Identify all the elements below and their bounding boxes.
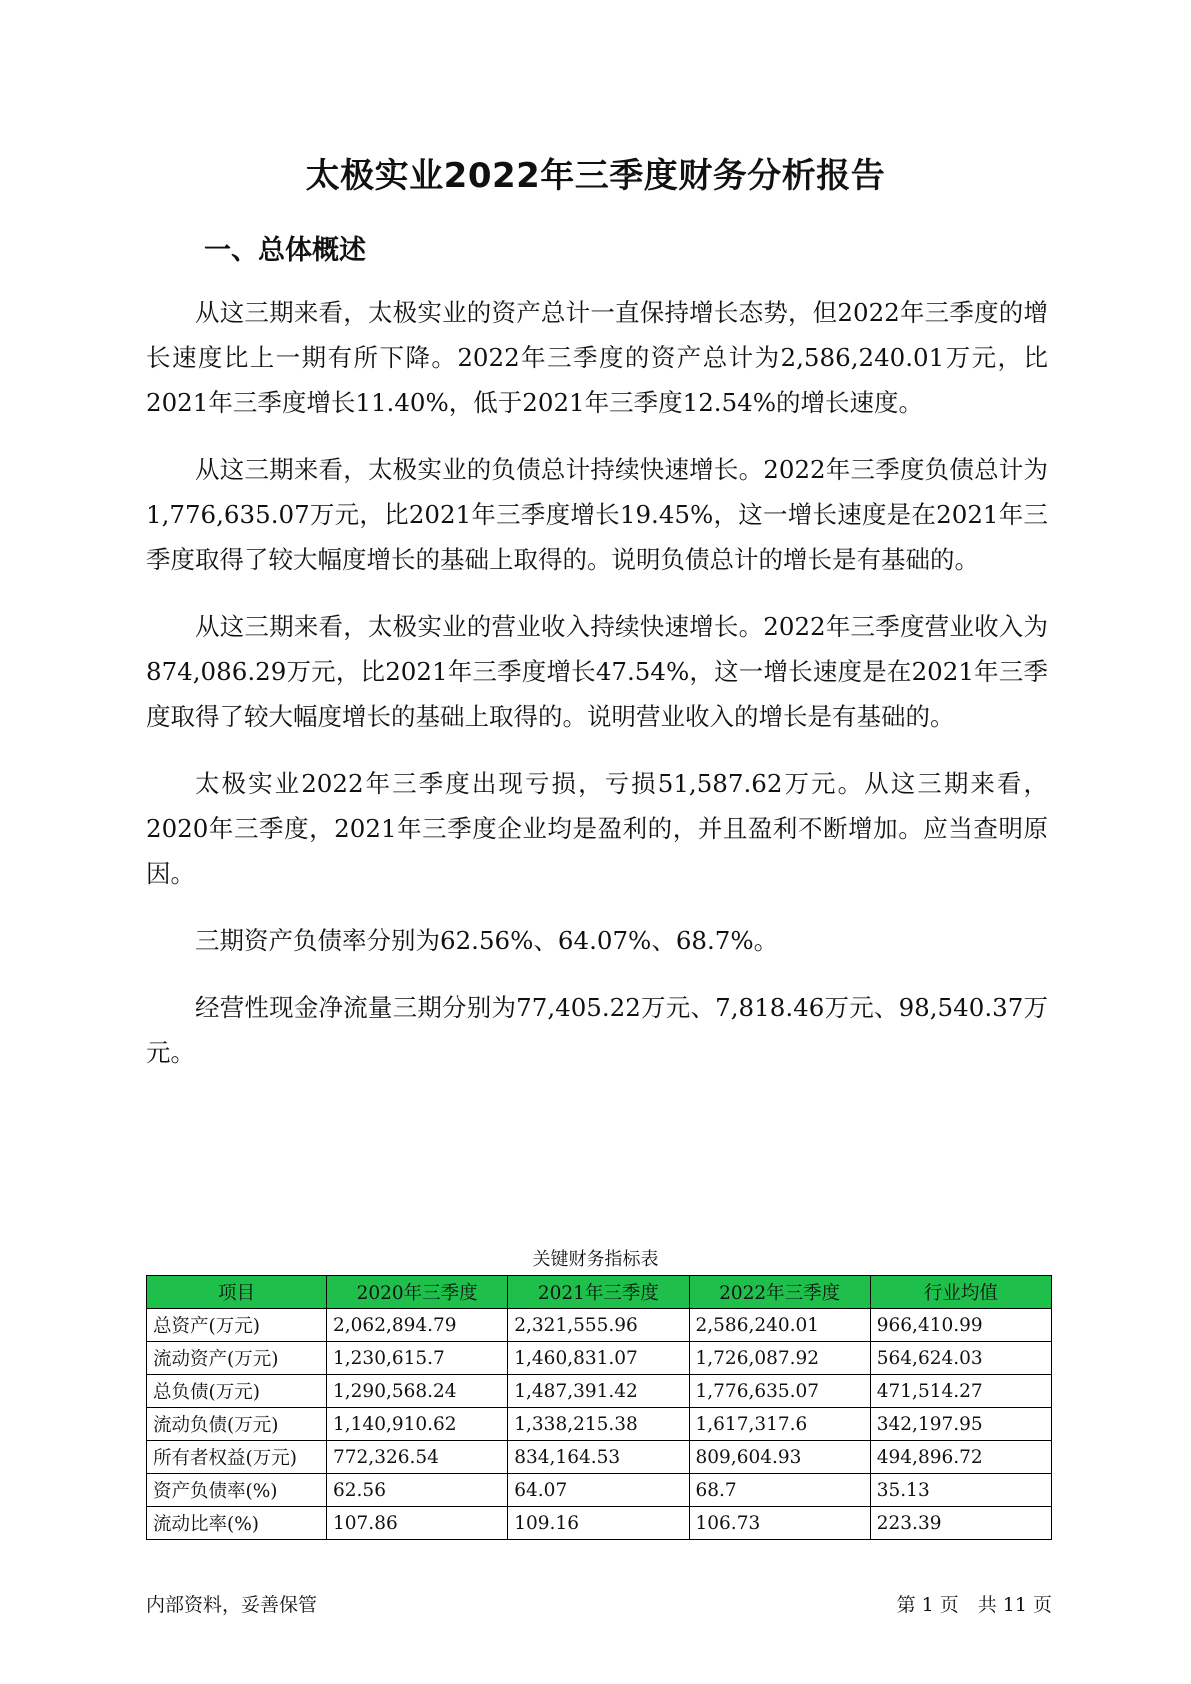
row-label: 资产负债率(%) xyxy=(147,1474,327,1507)
table-cell: 494,896.72 xyxy=(870,1441,1051,1474)
row-label: 流动负债(万元) xyxy=(147,1408,327,1441)
table-cell: 1,230,615.7 xyxy=(327,1342,508,1375)
key-financial-metrics-table xyxy=(146,1275,1052,1540)
paragraph-cash-flow: 经营性现金净流量三期分别为77,405.22万元、7,818.46万元、98,540.37万元。 xyxy=(146,993,1048,1067)
column-header-item: 项目 xyxy=(147,1276,327,1309)
table-cell: 2,586,240.01 xyxy=(689,1309,870,1342)
page-title: 太极实业2022年三季度财务分析报告 xyxy=(305,156,886,196)
table-cell: 1,140,910.62 xyxy=(327,1408,508,1441)
table-row xyxy=(147,1375,1052,1408)
row-label: 总资产(万元) xyxy=(147,1309,327,1342)
table-cell: 106.73 xyxy=(689,1507,870,1540)
table-cell: 2,062,894.79 xyxy=(327,1309,508,1342)
row-label: 总负债(万元) xyxy=(147,1375,327,1408)
table-header-row xyxy=(147,1276,1052,1309)
table-cell: 564,624.03 xyxy=(870,1342,1051,1375)
table-cell: 223.39 xyxy=(870,1507,1051,1540)
column-header-industry-average: 行业均值 xyxy=(870,1276,1051,1309)
section-heading: 一、总体概述 xyxy=(204,235,366,266)
table-row xyxy=(147,1474,1052,1507)
table-row xyxy=(147,1342,1052,1375)
row-label: 流动资产(万元) xyxy=(147,1342,327,1375)
table-cell: 109.16 xyxy=(508,1507,689,1540)
column-header-2020q3: 2020年三季度 xyxy=(327,1276,508,1309)
table-cell: 62.56 xyxy=(327,1474,508,1507)
footer-page-number: 第 1 页 共 11 页 xyxy=(896,1594,1052,1616)
footer-confidential-note: 内部资料，妥善保管 xyxy=(146,1594,318,1616)
table-cell: 966,410.99 xyxy=(870,1309,1051,1342)
table-row xyxy=(147,1309,1052,1342)
table-cell: 64.07 xyxy=(508,1474,689,1507)
table-cell: 1,726,087.92 xyxy=(689,1342,870,1375)
table-cell: 772,326.54 xyxy=(327,1441,508,1474)
table-cell: 1,487,391.42 xyxy=(508,1375,689,1408)
paragraph-loss: 太极实业2022年三季度出现亏损，亏损51,587.62万元。从这三期来看，2020年三季度，2021年三季度企业均是盈利的，并且盈利不断增加。应当查明原因。 xyxy=(146,769,1048,888)
table-cell: 68.7 xyxy=(689,1474,870,1507)
table-cell: 2,321,555.96 xyxy=(508,1309,689,1342)
table-cell: 809,604.93 xyxy=(689,1441,870,1474)
table-row xyxy=(147,1441,1052,1474)
table-cell: 107.86 xyxy=(327,1507,508,1540)
table-cell: 1,617,317.6 xyxy=(689,1408,870,1441)
paragraph-revenue: 从这三期来看，太极实业的营业收入持续快速增长。2022年三季度营业收入为874,086.29万元，比2021年三季度增长47.54%，这一增长速度是在2021年三季度取得了较大幅度增长的基础上取得的。说明营业收入的增长是有基础的。 xyxy=(146,612,1048,731)
table-cell: 1,776,635.07 xyxy=(689,1375,870,1408)
table-cell: 1,290,568.24 xyxy=(327,1375,508,1408)
paragraph-debt-ratio: 三期资产负债率分别为62.56%、64.07%、68.7%。 xyxy=(195,926,779,955)
row-label: 流动比率(%) xyxy=(147,1507,327,1540)
table-cell: 834,164.53 xyxy=(508,1441,689,1474)
table-cell: 1,338,215.38 xyxy=(508,1408,689,1441)
table-cell: 342,197.95 xyxy=(870,1408,1051,1441)
table-cell: 35.13 xyxy=(870,1474,1051,1507)
table-row xyxy=(147,1507,1052,1540)
body-text xyxy=(146,290,1048,1097)
paragraph-assets: 从这三期来看，太极实业的资产总计一直保持增长态势，但2022年三季度的增长速度比上一期有所下降。2022年三季度的资产总计为2,586,240.01万元，比2021年三季度增长11.40%，低于2021年三季度12.54%的增长速度。 xyxy=(146,298,1048,417)
column-header-2022q3: 2022年三季度 xyxy=(689,1276,870,1309)
paragraph-liabilities: 从这三期来看，太极实业的负债总计持续快速增长。2022年三季度负债总计为1,776,635.07万元，比2021年三季度增长19.45%，这一增长速度是在2021年三季度取得了较大幅度增长的基础上取得的。说明负债总计的增长是有基础的。 xyxy=(146,455,1048,574)
table-caption: 关键财务指标表 xyxy=(532,1249,659,1270)
table-cell: 471,514.27 xyxy=(870,1375,1051,1408)
row-label: 所有者权益(万元) xyxy=(147,1441,327,1474)
column-header-2021q3: 2021年三季度 xyxy=(508,1276,689,1309)
table-row xyxy=(147,1408,1052,1441)
table-cell: 1,460,831.07 xyxy=(508,1342,689,1375)
